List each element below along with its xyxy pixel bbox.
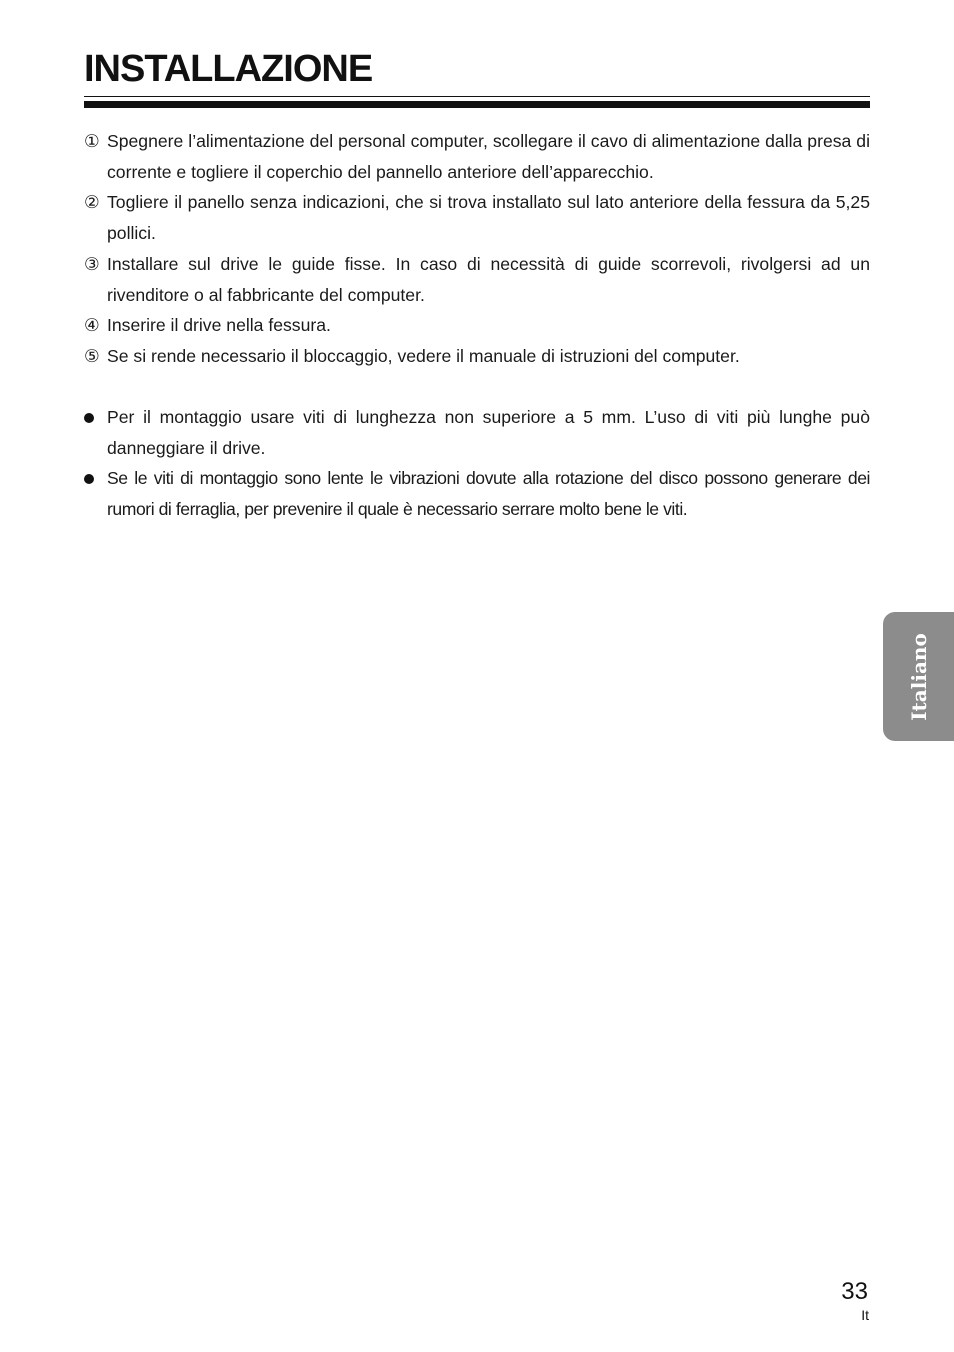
step-number: ③ <box>84 253 100 274</box>
step-1 <box>84 126 870 187</box>
page-language-code: It <box>861 1307 869 1323</box>
installation-notes <box>84 402 870 525</box>
step-text: Spegnere l’alimentazione del personal computer, scollegare il cavo di alimentazione dalla presa di corrente e togliere il coperchio del pannello anteriore dell’apparecchio. <box>107 131 870 182</box>
note-text: Per il montaggio usare viti di lunghezza non superiore a 5 mm. L’uso di viti più lunghe può danneggiare il drive. <box>107 407 870 458</box>
title-rule-thick <box>84 101 870 108</box>
language-tab-label: Italiano <box>906 632 931 721</box>
step-number: ② <box>84 192 100 213</box>
title-rule-thin <box>84 96 870 97</box>
note-1 <box>84 402 870 463</box>
language-tab <box>883 612 954 741</box>
step-text: Se si rende necessario il bloccaggio, vedere il manuale di istruzioni del computer. <box>107 345 740 366</box>
step-text: Togliere il panello senza indicazioni, che si trova installato sul lato anteriore della fessura da 5,25 pollici. <box>107 192 870 244</box>
step-number: ⑤ <box>84 345 100 366</box>
page-number: 33 <box>841 1278 868 1305</box>
bullet-icon <box>84 474 94 484</box>
step-text: Installare sul drive le guide fisse. In caso di necessità di guide scorrevoli, rivolgersi ad un rivenditore o al fabbricante del computer. <box>107 253 870 305</box>
step-text: Inserire il drive nella fessura. <box>107 315 331 336</box>
step-4 <box>84 310 870 341</box>
step-5 <box>84 341 870 372</box>
bullet-icon <box>84 413 94 423</box>
step-2 <box>84 187 870 248</box>
installation-steps <box>84 126 870 372</box>
step-number: ④ <box>84 315 100 336</box>
step-3 <box>84 249 870 310</box>
step-number: ① <box>84 131 100 151</box>
note-2 <box>84 463 870 524</box>
page-title: INSTALLAZIONE <box>84 48 373 90</box>
note-text: Se le viti di montaggio sono lente le vibrazioni dovute alla rotazione del disco possono generare dei rumori di ferraglia, per prevenire il quale è necessario serrare molto bene le viti. <box>107 468 870 520</box>
